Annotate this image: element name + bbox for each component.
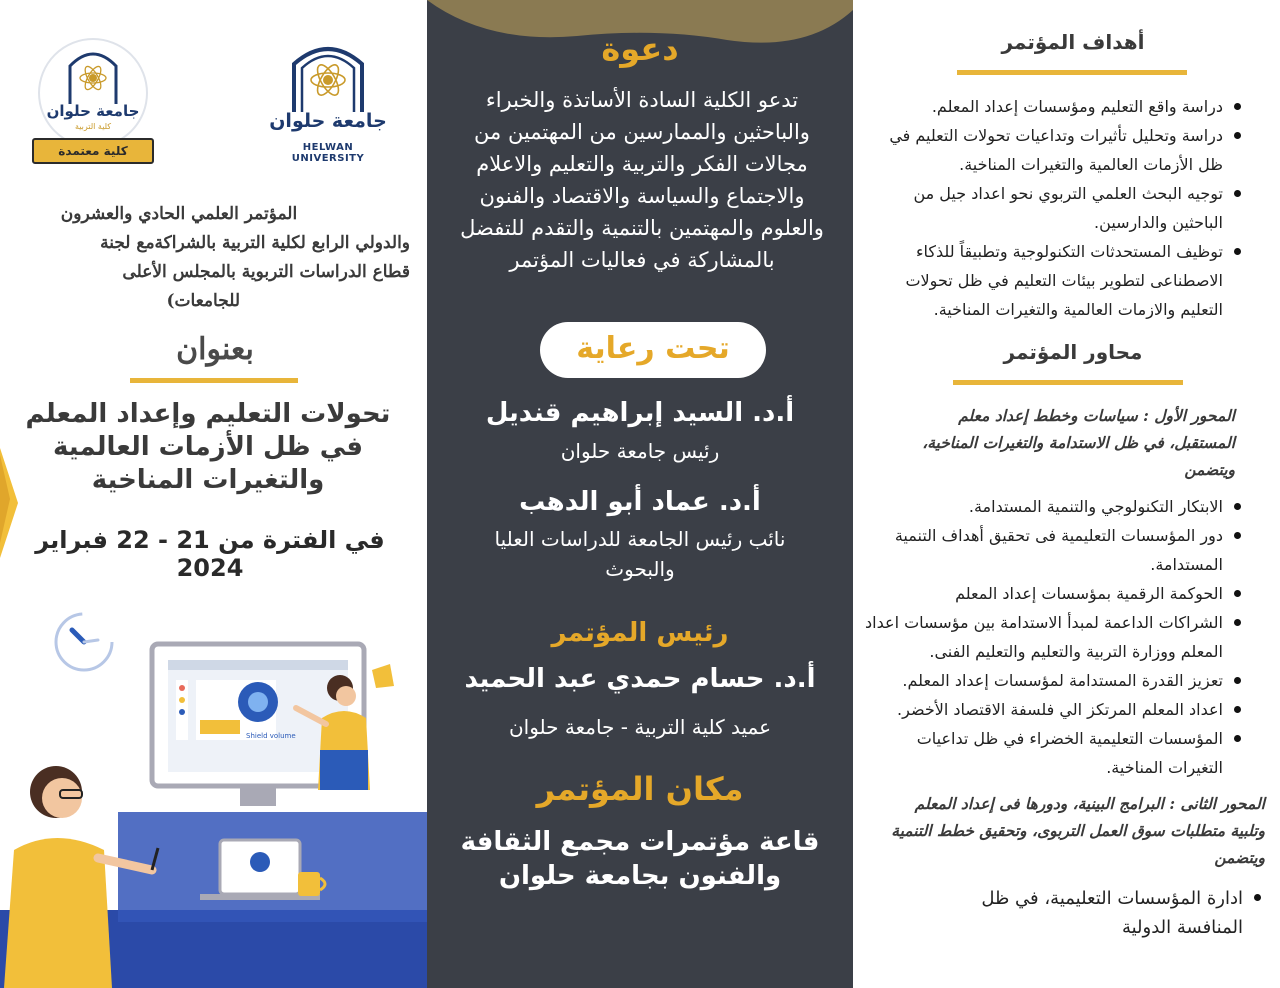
invite-heading: دعوة xyxy=(601,30,679,68)
goals-list xyxy=(863,92,1245,324)
conference-title-line: المؤتمر العلمي الحادي والعشرون xyxy=(60,204,298,224)
axes-underline xyxy=(953,380,1183,385)
conference-title-line: والدولي الرابع لكلية التربية بالشراكةمع لجنة xyxy=(100,233,410,253)
axis-2-heading: المحور الثانى : البرامج البينية، ودورها فى إعداد المعلم وتلبية متطلبات سوق العمل التربوى، وتحقيق خطط التنمية ويتضمن xyxy=(891,794,1265,867)
patron-2-name: أ.د. عماد أبو الدهب xyxy=(519,487,761,517)
conference-topic: تحولات التعليم وإعداد المعلم في ظل الأزمات العالمية والتغيرات المناخية xyxy=(25,399,391,495)
axis-2-item: ادارة المؤسسات التعليمية، في ظل المنافسة الدولية xyxy=(913,884,1265,942)
axis-1-heading: المحور الأول : سياسات وخطط إعداد معلم المستقبل، في ظل الاستدامة والتغيرات المناخية، ويتضمن xyxy=(922,406,1235,479)
e-learning-illustration xyxy=(0,600,427,988)
university-logo-english: HELWAN UNIVERSITY xyxy=(291,142,365,164)
college-of-education-logo xyxy=(30,38,155,166)
axis-1-item: دور المؤسسات التعليمية فى تحقيق أهداف التنمية المستدامة. xyxy=(863,521,1245,579)
patron-2-role: نائب رئيس الجامعة للدراسات العليا والبحوث xyxy=(494,527,786,581)
patron-1-name: أ.د. السيد إبراهيم قنديل xyxy=(485,398,795,428)
goal-item: توجيه البحث العلمي التربوي نحو اعداد جيل من الباحثين والدارسين. xyxy=(863,179,1245,237)
axis-2-list xyxy=(913,884,1265,942)
college-logo-circle xyxy=(38,38,148,148)
clock-icon xyxy=(56,614,112,670)
venue-heading: مكان المؤتمر xyxy=(536,770,744,808)
conference-dates: في الفترة من 21 - 22 فبراير 2024 xyxy=(35,526,385,582)
university-logo-arabic: جامعة حلوان xyxy=(269,110,387,132)
goal-item: توظيف المستحدثات التكنولوجية وتطبيقاً للذكاء الاصطناعى لتطوير بيئات التعليم في ظل تحولات التعليم والازمات العالمية والتغيرات المناخية. xyxy=(863,237,1245,324)
accredited-college-badge: كلية معتمدة xyxy=(32,138,154,164)
middle-panel xyxy=(427,0,853,988)
byline-heading: بعنوان xyxy=(176,332,254,367)
conference-title-line: قطاع الدراسات التربوية بالمجلس الأعلى xyxy=(122,262,410,282)
goal-item: دراسة واقع التعليم ومؤسسات إعداد المعلم. xyxy=(863,92,1245,121)
axis-1-item: تعزيز القدرة المستدامة لمؤسسات إعداد المعلم. xyxy=(863,666,1245,695)
axis-1-item: الحوكمة الرقمية بمؤسسات إعداد المعلم xyxy=(863,579,1245,608)
chair-role: عميد كلية التربية - جامعة حلوان xyxy=(508,715,772,739)
axis-1-item: الشراكات الداعمة لمبدأ الاستدامة بين مؤسسات اعداد المعلم ووزارة التربية والتعليم والتعليم الفنى. xyxy=(863,608,1245,666)
axis-1-list xyxy=(863,492,1245,782)
axis-1-item: اعداد المعلم المرتكز الي فلسفة الاقتصاد الأخضر. xyxy=(863,695,1245,724)
patron-1-role: رئيس جامعة حلوان xyxy=(560,439,720,463)
college-logo-arabic: جامعة حلوان xyxy=(46,102,140,120)
illustration-screen-label: Shield volume xyxy=(246,732,296,740)
helwan-university-logo xyxy=(268,42,388,164)
chair-heading: رئيس المؤتمر xyxy=(551,618,729,648)
invite-text: تدعو الكلية السادة الأساتذة والخبراء والباحثين والممارسين من المهتمين من مجالات الفكر والتربية والتعليم والاعلام والاجتماع والسياسة والاقتصاد والفنون والعلوم والمهتمين بالتنمية والتقدم للتفضل بالمشاركة في فعاليات المؤتمر xyxy=(460,88,824,272)
axis-1-item: الابتكار التكنولوجي والتنمية المستدامة. xyxy=(863,492,1245,521)
university-emblem-icon xyxy=(268,42,388,112)
goals-underline xyxy=(957,70,1187,75)
patronage-heading: تحت رعاية xyxy=(540,322,766,378)
byline-underline xyxy=(130,378,298,383)
college-emblem-icon xyxy=(40,44,146,104)
conference-title xyxy=(8,200,410,316)
conference-title-line: للجامعات) xyxy=(166,291,240,311)
chair-name: أ.د. حسام حمدي عبد الحميد xyxy=(464,664,816,694)
venue-text: قاعة مؤتمرات مجمع الثقافة والفنون بجامعة حلوان xyxy=(460,827,820,891)
college-logo-subtitle: كلية التربية xyxy=(74,122,112,131)
gold-triangle-decoration-inner xyxy=(0,455,10,543)
goal-item: دراسة وتحليل تأثيرات وتداعيات تحولات التعليم في ظل الأزمات العالمية والتغيرات المناخية. xyxy=(863,121,1245,179)
right-panel xyxy=(853,0,1280,988)
left-panel xyxy=(0,0,427,988)
axes-heading: محاور المؤتمر xyxy=(1003,340,1143,364)
axis-1-item: المؤسسات التعليمية الخضراء في ظل تداعيات التغيرات المناخية. xyxy=(863,724,1245,782)
goals-heading: أهداف المؤتمر xyxy=(1001,30,1145,54)
